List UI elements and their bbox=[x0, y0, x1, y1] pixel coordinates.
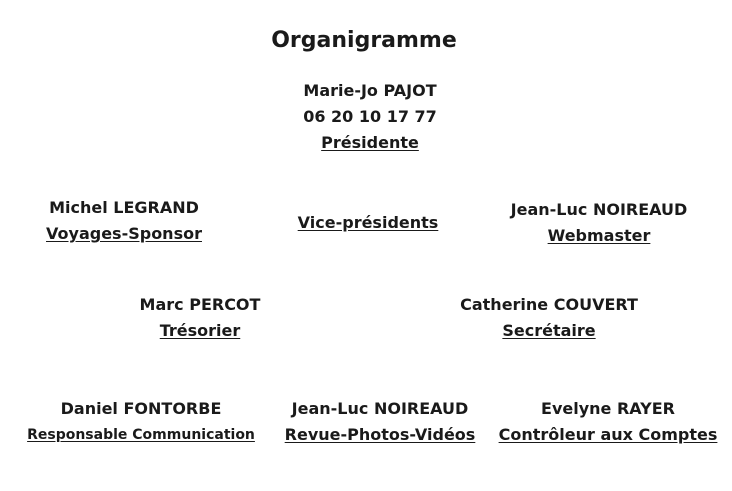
member-role: Responsable Communication bbox=[27, 427, 255, 443]
president-name: Marie-Jo PAJOT bbox=[303, 81, 437, 100]
member-block bbox=[275, 396, 485, 448]
treasurer-role: Trésorier bbox=[159, 321, 241, 340]
vice-presidents-label: Vice-présidents bbox=[297, 213, 439, 232]
page-title: Organigramme bbox=[271, 28, 457, 53]
vice-president-left-block bbox=[24, 195, 224, 247]
member-block bbox=[16, 396, 266, 448]
member-role: Contrôleur aux Comptes bbox=[498, 425, 718, 444]
treasurer-name: Marc PERCOT bbox=[139, 295, 261, 314]
member-block bbox=[493, 396, 723, 448]
secretary-name: Catherine COUVERT bbox=[460, 295, 638, 314]
vice-president-right-block bbox=[489, 197, 709, 249]
member-name: Evelyne RAYER bbox=[541, 399, 675, 418]
vice-president-right-role: Webmaster bbox=[547, 226, 651, 245]
treasurer-block bbox=[100, 292, 300, 344]
member-name: Daniel FONTORBE bbox=[60, 399, 222, 418]
president-role: Présidente bbox=[321, 133, 419, 152]
vice-president-left-role: Voyages-Sponsor bbox=[46, 224, 202, 243]
secretary-block bbox=[439, 292, 659, 344]
secretary-role: Secrétaire bbox=[502, 321, 596, 340]
vice-president-right-name: Jean-Luc NOIREAUD bbox=[510, 200, 688, 219]
vice-presidents-label-block bbox=[268, 210, 468, 236]
vice-president-left-name: Michel LEGRAND bbox=[49, 198, 199, 217]
member-role: Revue-Photos-Vidéos bbox=[284, 425, 476, 444]
president-phone: 06 20 10 17 77 bbox=[303, 107, 437, 126]
president-block bbox=[270, 78, 470, 156]
member-name: Jean-Luc NOIREAUD bbox=[291, 399, 469, 418]
